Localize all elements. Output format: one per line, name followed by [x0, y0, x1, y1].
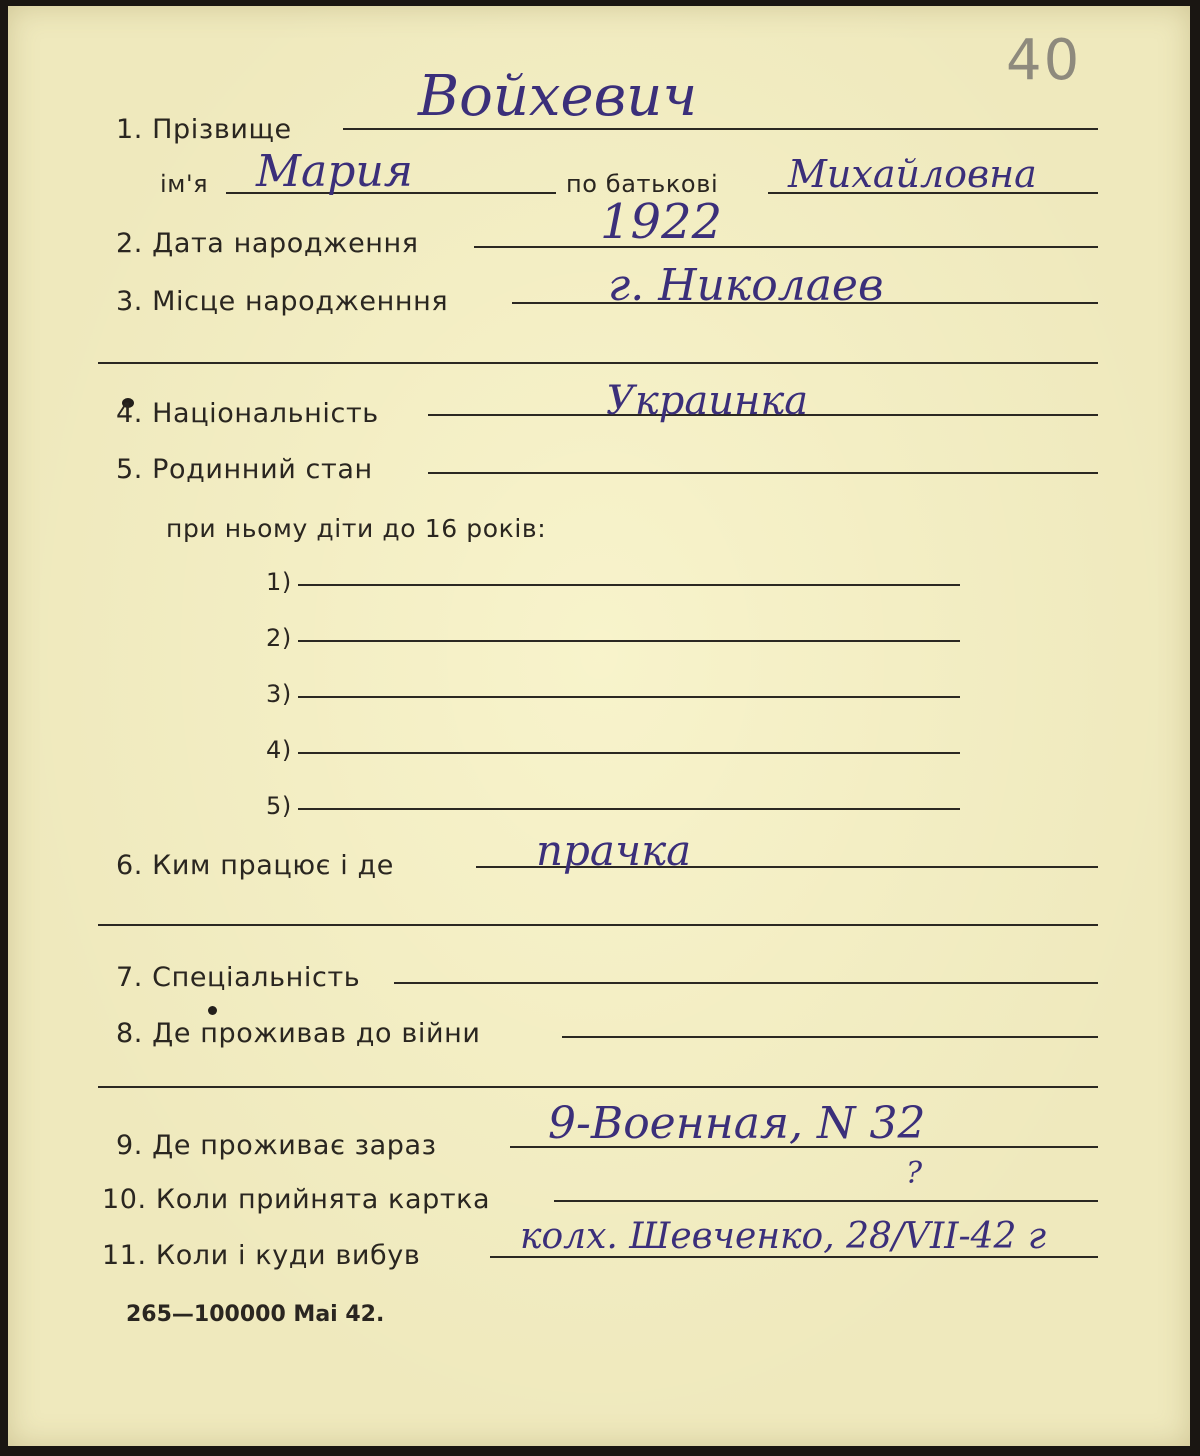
nationality-label: 4. Національність [116, 398, 379, 429]
occupation-label: 6. Ким працює і де [116, 850, 395, 881]
child-3-number: 3) [266, 680, 292, 708]
current-residence-value: 9-Военная, N 32 [548, 1098, 926, 1149]
current-residence-label: 9. Де проживає зараз [116, 1130, 437, 1161]
card-accepted-value: ? [906, 1156, 923, 1191]
children-label: при ньому діти до 16 років: [166, 514, 547, 543]
child-1-line [298, 584, 960, 586]
patronymic-value: Михайловна [788, 152, 1037, 196]
card-accepted-label: 10. Коли прийнята картка [102, 1184, 491, 1215]
prewar-residence-label: 8. Де проживав до війни [116, 1018, 481, 1049]
birth-date-value: 1922 [600, 194, 723, 250]
ink-blot [208, 1006, 217, 1015]
child-2-line [298, 640, 960, 642]
birth-place-continuation-line [98, 362, 1098, 364]
surname-value: Войхевич [418, 64, 698, 129]
child-5-line [298, 808, 960, 810]
birth-date-line [474, 246, 1098, 248]
birth-place-label: 3. Місце народженння [116, 286, 449, 317]
departure-label: 11. Коли і куди вибув [102, 1240, 421, 1271]
first-name-label: ім'я [160, 170, 209, 198]
patronymic-label: по батькові [566, 170, 719, 198]
child-4-number: 4) [266, 736, 292, 764]
archive-page-number: 40 [1006, 28, 1082, 93]
departure-value: колх. Шевченко, 28/VII-42 г [520, 1216, 1047, 1257]
registration-card [8, 6, 1190, 1446]
speciality-label: 7. Спеціальність [116, 962, 361, 993]
birth-place-value: г. Николаев [608, 260, 884, 311]
child-4-line [298, 752, 960, 754]
marital-status-label: 5. Родинний стан [116, 454, 373, 485]
first-name-value: Мария [256, 146, 413, 197]
child-2-number: 2) [266, 624, 292, 652]
child-5-number: 5) [266, 792, 292, 820]
prewar-residence-line [562, 1036, 1098, 1038]
nationality-value: Украинка [606, 378, 809, 424]
speciality-line [394, 982, 1098, 984]
print-run-footer: 265—100000 Mai 42. [126, 1302, 385, 1327]
birth-date-label: 2. Дата народження [116, 228, 419, 259]
marital-status-line [428, 472, 1098, 474]
child-1-number: 1) [266, 568, 292, 596]
occupation-value: прачка [536, 826, 692, 875]
prewar-residence-continuation-line [98, 1086, 1098, 1088]
surname-label: 1. Прізвище [116, 114, 292, 145]
child-3-line [298, 696, 960, 698]
card-accepted-line [554, 1200, 1098, 1202]
occupation-continuation-line [98, 924, 1098, 926]
